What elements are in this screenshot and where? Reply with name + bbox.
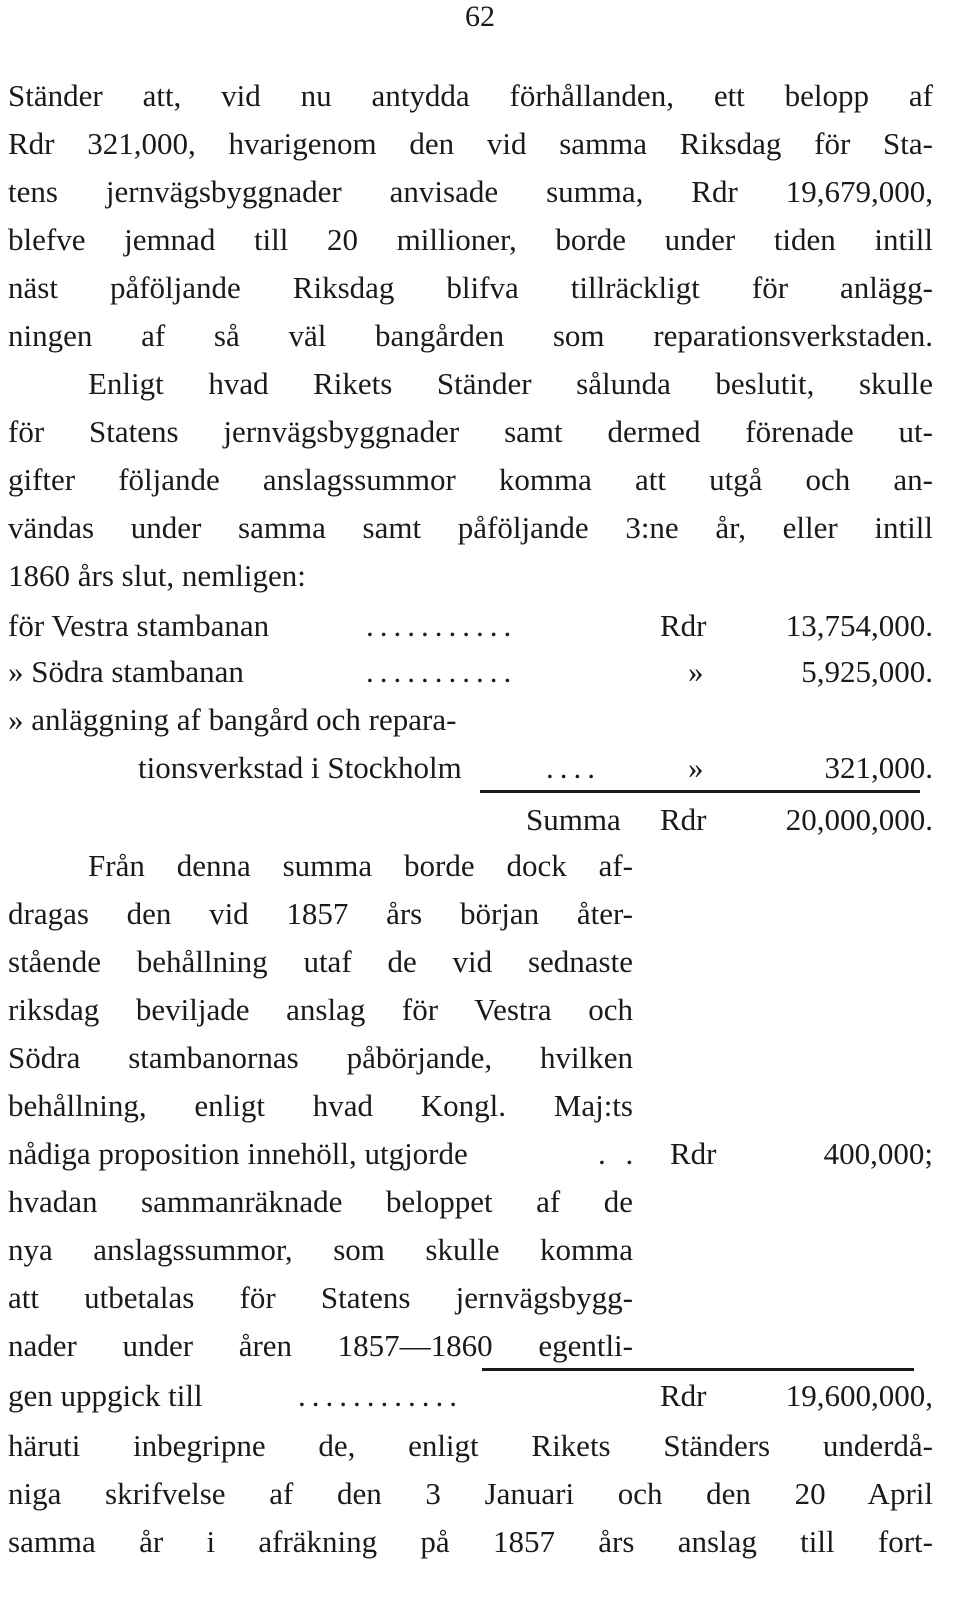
sum-rule [482, 1368, 914, 1371]
text-line: näst påföljande Riksdag blifva tillräckligt för anlägg- [8, 270, 933, 305]
deduction-label: nådiga proposition innehöll, utgjorde [8, 1136, 468, 1171]
total-amount: 20,000,000. [785, 802, 933, 837]
text-line: ningen af så väl bangården som reparationsverkstaden. [8, 318, 933, 353]
text-line: riksdag beviljade anslag för Vestra och [8, 992, 633, 1027]
allocation-total-row [8, 796, 933, 844]
allocation-amount: 321,000. [824, 750, 933, 785]
currency-label: Rdr [660, 1378, 707, 1413]
leader-dots: ........... [366, 654, 518, 689]
allocation-label: » Södra stambanan [8, 654, 244, 689]
text-line: gifter följande anslagssummor komma att utgå och an- [8, 462, 933, 497]
text-line: nader under åren 1857—1860 egentli- [8, 1328, 633, 1363]
text-line: stående behållning utaf de vid sednaste [8, 944, 633, 979]
text-line: niga skrifvelse af den 3 Januari och den 20 April [8, 1476, 933, 1511]
ditto-mark: » [688, 750, 704, 785]
page-number: 62 [465, 0, 495, 33]
leader-dots: ............ [298, 1378, 463, 1413]
result-label: gen uppgick till [8, 1378, 203, 1413]
ditto-mark: » [688, 654, 704, 689]
text-line: Ständer att, vid nu antydda förhållanden, ett belopp af [8, 78, 933, 113]
currency-label: Rdr [670, 1136, 717, 1171]
leader-dots: . . [598, 1136, 640, 1171]
deduction-row [8, 1130, 933, 1178]
text-line: Södra stambanornas påbörjande, hvilken [8, 1040, 633, 1075]
currency-label: Rdr [660, 608, 707, 643]
text-line: Enligt hvad Rikets Ständer sålunda beslutit, skulle [88, 366, 933, 401]
text-line: att utbetalas för Statens jernvägsbygg- [8, 1280, 633, 1315]
allocation-amount: 13,754,000. [785, 608, 933, 643]
result-amount: 19,600,000, [785, 1378, 933, 1413]
leader-dots: ........... [366, 608, 518, 643]
text-line: nya anslagssummor, som skulle komma [8, 1232, 633, 1267]
allocation-label: » anläggning af bangård och repara- [8, 702, 457, 737]
text-line: 1860 års slut, nemligen: [8, 558, 306, 593]
allocation-amount: 5,925,000. [801, 654, 933, 689]
text-line: dragas den vid 1857 års början åter- [8, 896, 633, 931]
currency-label: Rdr [660, 802, 707, 837]
allocation-row-vestra [8, 602, 933, 650]
allocation-label: för Vestra stambanan [8, 608, 270, 643]
allocation-row-bangard-cont [8, 744, 933, 792]
text-line: Rdr 321,000, hvarigenom den vid samma Riksdag för Sta- [8, 126, 933, 161]
text-line: häruti inbegripne de, enligt Rikets Ständers underdå- [8, 1428, 933, 1463]
text-line: för Statens jernvägsbyggnader samt dermed förenade ut- [8, 414, 933, 449]
text-line: samma år i afräkning på 1857 års anslag till fort- [8, 1524, 933, 1559]
total-label: Summa [526, 802, 621, 837]
allocation-label: tionsverkstad i Stockholm [138, 750, 462, 785]
text-line: Från denna summa borde dock af- [88, 848, 633, 883]
text-line: tens jernvägsbyggnader anvisade summa, Rdr 19,679,000, [8, 174, 933, 209]
deduction-amount: 400,000; [823, 1136, 933, 1171]
result-row [8, 1372, 933, 1420]
sum-rule [480, 790, 920, 793]
text-line: vändas under samma samt påföljande 3:ne år, eller intill [8, 510, 933, 545]
leader-dots: .... [546, 750, 601, 785]
text-line: blefve jemnad till 20 millioner, borde under tiden intill [8, 222, 933, 257]
text-line: behållning, enligt hvad Kongl. Maj:ts [8, 1088, 633, 1123]
allocation-row-sodra [8, 648, 933, 696]
text-line: hvadan sammanräknade beloppet af de [8, 1184, 633, 1219]
allocation-row-bangard [8, 696, 933, 744]
